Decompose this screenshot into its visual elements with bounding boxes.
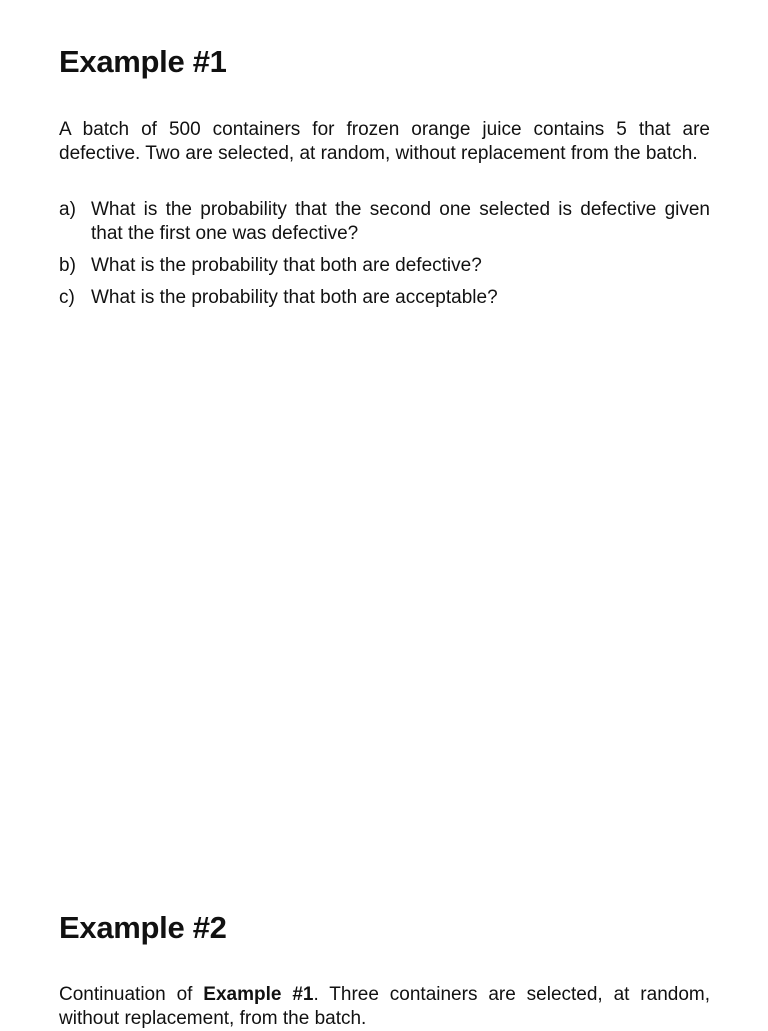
- question-text: What is the probability that both are defective?: [91, 255, 482, 276]
- example-1-intro: A batch of 500 containers for frozen orange juice contains 5 that are defective. Two are selected, at random, without replacement from the batch.: [59, 119, 710, 164]
- example-2-heading: Example #2: [59, 910, 227, 945]
- question-marker: c): [59, 287, 75, 308]
- example-1-question-list: [59, 198, 710, 318]
- question-b: [59, 254, 710, 278]
- question-c: [59, 286, 710, 310]
- intro-suffix: . Three containers are selected, at random, without replacement, from the batch.: [59, 984, 710, 1029]
- intro-prefix: Continuation of: [59, 984, 204, 1005]
- intro-reference: Example #1: [203, 984, 314, 1005]
- question-text: What is the probability that both are acceptable?: [91, 287, 498, 308]
- question-marker: b): [59, 255, 76, 276]
- example-1-heading: Example #1: [59, 44, 227, 79]
- question-text: What is the probability that the second one selected is defective given that the first one was defective?: [91, 199, 710, 244]
- question-marker: a): [59, 199, 76, 220]
- question-a: [59, 198, 710, 246]
